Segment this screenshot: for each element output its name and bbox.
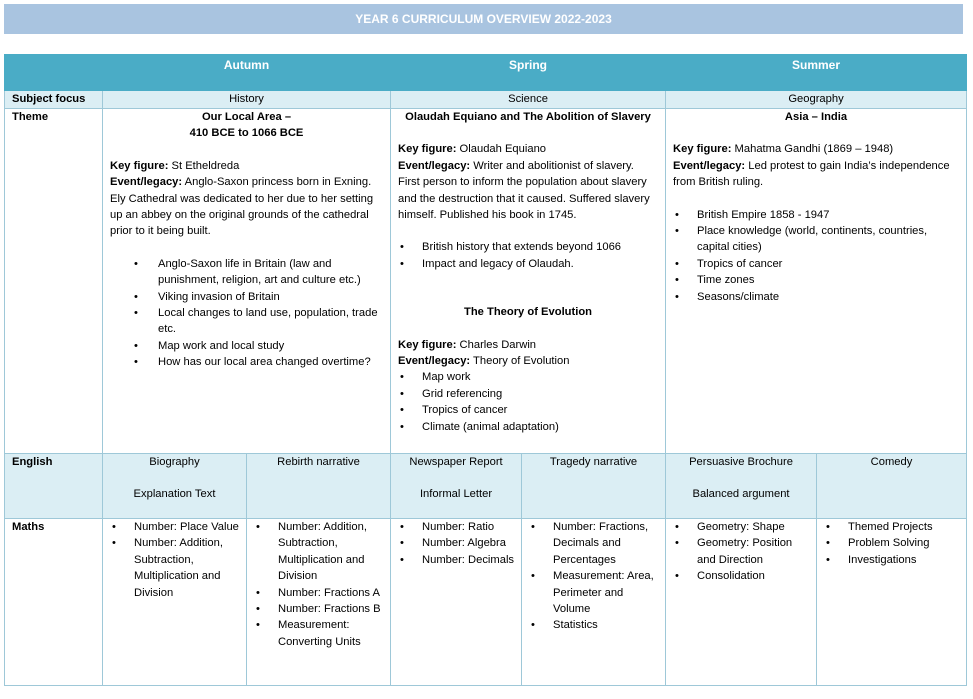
page-title: YEAR 6 CURRICULUM OVERVIEW 2022-2023 [4, 4, 963, 34]
row-label-maths: Maths [5, 519, 103, 686]
list-item: • Statistics [553, 617, 658, 633]
subject-autumn: History [103, 91, 391, 109]
row-label-subject-focus: Subject focus [5, 91, 103, 109]
spring-event-legacy: Event/legacy: Writer and abolitionist of slavery. First person to inform the population about slavery and the destruction that it caused. Suffered slavery himself. Published his book in 1745. [398, 159, 650, 222]
list-item: • Investigations [848, 552, 959, 568]
spring-topic-list-2 [398, 369, 658, 435]
list-item: • Impact and legacy of Olaudah. [422, 256, 658, 272]
maths-unit-5 [666, 519, 817, 686]
autumn-event-legacy: Event/legacy: Anglo-Saxon princess born in Exning. Ely Cathedral was dedicated to her due to her setting up an abbey on the original grounds of the cathedral prior to it being built. [110, 176, 374, 238]
summer-key-figure: Key figure: Mahatma Gandhi (1869 – 1948) [673, 143, 894, 156]
english-unit-3: Newspaper Report Informal Letter [391, 454, 522, 519]
list-item: • How has our local area changed overtime? [158, 354, 383, 370]
subject-focus-row [5, 91, 967, 109]
list-item: • Problem Solving [848, 535, 959, 551]
subject-spring: Science [391, 91, 666, 109]
maths-unit-4 [522, 519, 666, 686]
list-item: • Place knowledge (world, continents, countries, capital cities) [697, 223, 959, 256]
list-item: • Number: Addition, Subtraction, Multiplication and Division [134, 535, 239, 601]
theme-autumn-heading: Our Local Area – [201, 111, 292, 123]
maths-unit-2 [247, 519, 391, 686]
list-item: • Number: Algebra [422, 535, 514, 551]
list-item: • Number: Fractions A [278, 585, 383, 601]
list-item: • Seasons/climate [697, 289, 959, 305]
english-unit-5: Persuasive Brochure Balanced argument [666, 454, 817, 519]
list-item: • British history that extends beyond 1066 [422, 239, 658, 255]
summer-topic-list [673, 207, 959, 305]
theme-row [5, 109, 967, 454]
list-item: • Geometry: Position and Direction [697, 535, 809, 568]
season-header-row [5, 55, 967, 91]
list-item: • Number: Addition, Subtraction, Multiplication and Division [278, 519, 383, 585]
english-unit-1: Biography Explanation Text [103, 454, 247, 519]
list-item: • Number: Ratio [422, 519, 514, 535]
theme-summer-heading: Asia – India [784, 111, 848, 123]
autumn-topic-list [110, 256, 383, 371]
season-header-blank [5, 55, 103, 91]
season-spring: Spring [391, 55, 666, 91]
english-row [5, 454, 967, 519]
curriculum-table [4, 54, 967, 686]
spring-key-figure-2: Key figure: Charles Darwin [398, 338, 537, 351]
autumn-key-figure: Key figure: St Etheldreda [110, 159, 240, 172]
list-item: • Number: Place Value [134, 519, 239, 535]
list-item: • Local changes to land use, population, trade etc. [158, 305, 383, 338]
maths-unit-3 [391, 519, 522, 686]
list-item: • Map work [422, 369, 658, 385]
list-item: • Grid referencing [422, 386, 658, 402]
theme-spring-heading: Olaudah Equiano and The Abolition of Slavery [405, 111, 651, 123]
list-item: • Measurement: Area, Perimeter and Volume [553, 568, 658, 617]
maths-unit-1 [103, 519, 247, 686]
row-label-english: English [5, 454, 103, 519]
list-item: • Anglo-Saxon life in Britain (law and punishment, religion, art and culture etc.) [158, 256, 383, 289]
list-item: • Geometry: Shape [697, 519, 809, 535]
maths-unit-6 [817, 519, 967, 686]
list-item: • Consolidation [697, 568, 809, 584]
spring-topic-list [398, 239, 658, 272]
theme-spring-cell [391, 109, 666, 454]
list-item: • Time zones [697, 272, 959, 288]
maths-row [5, 519, 967, 686]
theme-summer-cell [666, 109, 967, 454]
list-item: • Number: Fractions B [278, 601, 383, 617]
list-item: • Number: Fractions, Decimals and Percentages [553, 519, 658, 568]
subject-summer: Geography [666, 91, 967, 109]
list-item: • Viking invasion of Britain [158, 289, 383, 305]
row-label-theme: Theme [5, 109, 103, 454]
list-item: • Number: Decimals [422, 552, 514, 568]
theme-autumn-cell [103, 109, 391, 454]
season-autumn: Autumn [103, 55, 391, 91]
list-item: • Tropics of cancer [697, 256, 959, 272]
list-item: • Tropics of cancer [422, 402, 658, 418]
english-unit-4: Tragedy narrative [522, 454, 666, 519]
list-item: • Map work and local study [158, 338, 383, 354]
season-summer: Summer [666, 55, 967, 91]
english-unit-6: Comedy [817, 454, 967, 519]
list-item: • Measurement: Converting Units [278, 617, 383, 650]
theme-autumn-dates: 410 BCE to 1066 BCE [189, 127, 304, 140]
list-item: • British Empire 1858 - 1947 [697, 207, 959, 223]
english-unit-2: Rebirth narrative [247, 454, 391, 519]
list-item: • Climate (animal adaptation) [422, 419, 658, 435]
theme-spring-heading-2: The Theory of Evolution [463, 306, 593, 319]
summer-event-legacy: Event/legacy: Led protest to gain India’s independence from British ruling. [673, 159, 950, 189]
list-item: • Themed Projects [848, 519, 959, 535]
spring-key-figure: Key figure: Olaudah Equiano [398, 143, 547, 156]
spring-event-legacy-2: Event/legacy: Theory of Evolution [398, 355, 570, 368]
